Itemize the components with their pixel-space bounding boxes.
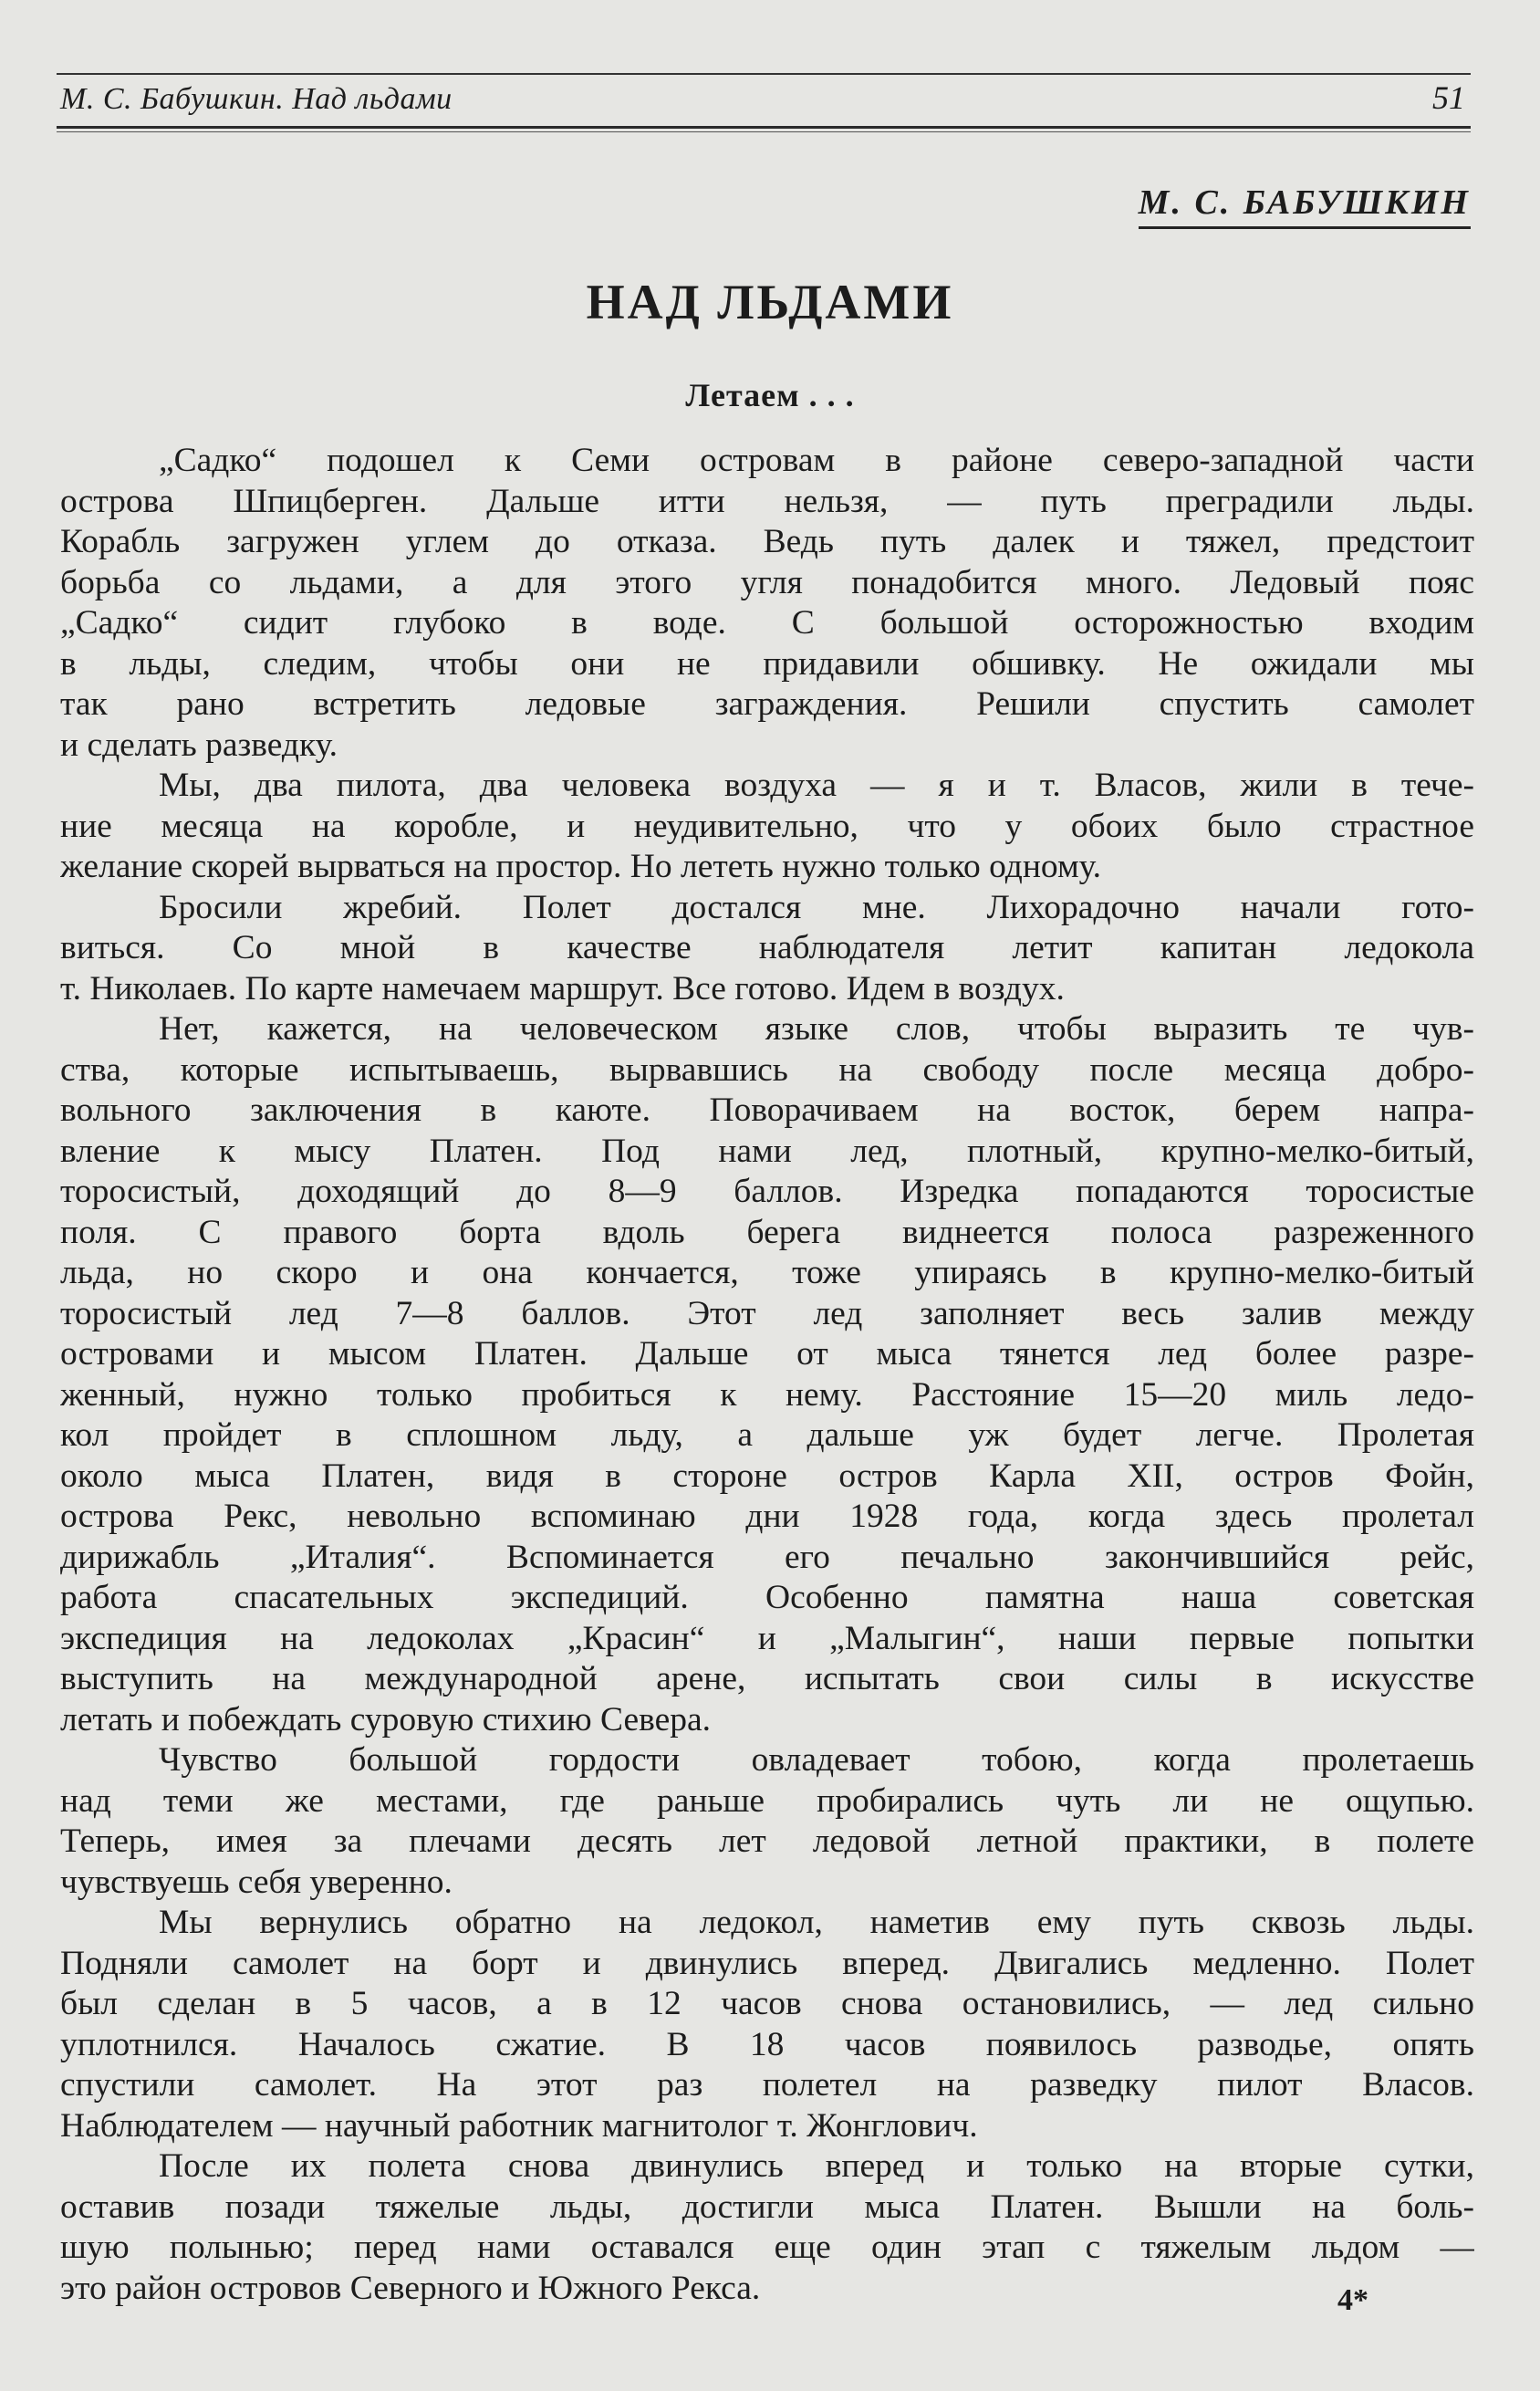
body-line: Чувство большой гордости овладевает тобою, когда пролетаешь	[159, 1741, 1474, 1779]
body-line: Бросили жребий. Полет достался мне. Лихорадочно начали гото-	[159, 888, 1474, 926]
body-line: борьба со льдами, а для этого угля понадобится много. Ледовый пояс	[60, 563, 1474, 601]
body-line: это район островов Северного и Южного Рекса.	[60, 2269, 761, 2307]
body-line: выступить на международной арене, испытать свои силы в искусстве	[60, 1660, 1474, 1697]
page-header	[57, 73, 1471, 137]
header-rule-bottom-thin	[57, 131, 1471, 132]
body-line: острова Рекс, невольно вспоминаю дни 1928 года, когда здесь пролетал	[60, 1498, 1474, 1535]
body-line: „Садко“ подошел к Семи островам в районе северо-западной части	[159, 442, 1474, 479]
body-line: вольного заключения в каюте. Поворачиваем на восток, берем напра-	[60, 1091, 1474, 1129]
body-line: оставив позади тяжелые льды, достигли мыса Платен. Вышли на боль-	[60, 2187, 1474, 2226]
author-byline: М. С. БАБУШКИН	[1139, 183, 1471, 229]
signature-mark: 4*	[1337, 2283, 1368, 2317]
body-line: в льды, следим, чтобы они не придавили обшивку. Не ожидали мы	[60, 644, 1474, 683]
body-line: виться. Со мной в качестве наблюдателя летит капитан ледокола	[60, 929, 1474, 966]
article-body	[60, 441, 1474, 2309]
header-rule-top	[57, 73, 1471, 75]
body-line: „Садко“ сидит глубоко в воде. С большой осторожностью входим	[60, 604, 1474, 642]
body-line: острова Шпицберген. Дальше итти нельзя, — путь преградили льды.	[60, 482, 1474, 520]
body-line: ства, которые испытываешь, вырвавшись на свободу после месяца добро-	[60, 1050, 1474, 1089]
section-subtitle: Летаем . . .	[685, 377, 855, 413]
body-line: летать и побеждать суровую стихию Севера.	[60, 1700, 712, 1738]
body-line: женный, нужно только пробиться к нему. Расстояние 15—20 миль ледо-	[60, 1375, 1474, 1414]
body-line: Мы вернулись обратно на ледокол, наметив ему путь сквозь льды.	[159, 1904, 1474, 1941]
body-line: островами и мысом Платен. Дальше от мыса тянется лед более разре-	[60, 1335, 1474, 1373]
body-line: торосистый, доходящий до 8—9 баллов. Изредка попадаются торосистые	[60, 1173, 1474, 1210]
article-title: НАД ЛЬДАМИ	[586, 275, 954, 329]
body-line: так рано встретить ледовые заграждения. Решили спустить самолет	[60, 685, 1474, 723]
body-line: экспедиция на ледоколах „Красин“ и „Малыгин“, наши первые попытки	[60, 1619, 1474, 1657]
body-line: желание скорей вырваться на простор. Но лететь нужно только одному.	[60, 848, 1102, 885]
header-rule-bottom	[57, 126, 1471, 129]
body-line: дирижабль „Италия“. Вспоминается его печально закончившийся рейс,	[60, 1538, 1474, 1576]
body-line: был сделан в 5 часов, а в 12 часов снова остановились, — лед сильно	[60, 1985, 1474, 2022]
body-line: спустили самолет. На этот раз полетел на разведку пилот Власов.	[60, 2066, 1474, 2104]
body-line: торосистый лед 7—8 баллов. Этот лед заполняет весь залив между	[60, 1294, 1474, 1332]
body-line: ние месяца на коробле, и неудивительно, что у обоих было страстное	[60, 807, 1474, 845]
body-line: т. Николаев. По карте намечаем маршрут. Все готово. Идем в воздух.	[60, 969, 1065, 1008]
body-line: Наблюдателем — научный работник магнитолог т. Жонглович.	[60, 2106, 978, 2145]
body-line: и сделать разведку.	[60, 726, 338, 764]
body-line: Подняли самолет на борт и двинулись вперед. Двигались медленно. Полет	[60, 1944, 1474, 1982]
body-line: чувствуешь себя уверенно.	[60, 1863, 453, 1901]
body-line: над теми же местами, где раньше пробирались чуть ли не ощупью.	[60, 1781, 1474, 1820]
body-line: уплотнился. Началось сжатие. В 18 часов появилось разводье, опять	[60, 2025, 1474, 2063]
body-line: работа спасательных экспедиций. Особенно памятна наша советская	[60, 1579, 1474, 1616]
body-line: Корабль загружен углем до отказа. Ведь путь далек и тяжел, предстоит	[60, 523, 1474, 560]
running-head: М. С. Бабушкин. Над льдами	[60, 82, 453, 116]
page-number: 51	[1432, 79, 1465, 116]
body-line: Нет, кажется, на человеческом языке слов, чтобы выразить те чув-	[159, 1010, 1474, 1048]
body-line: около мыса Платен, видя в стороне остров Карла XII, остров Фойн,	[60, 1457, 1474, 1495]
body-line: шую полынью; перед нами оставался еще один этап с тяжелым льдом —	[60, 2229, 1474, 2266]
body-line: Теперь, имея за плечами десять лет ледовой летной практики, в полете	[60, 1822, 1474, 1860]
body-line: После их полета снова двинулись вперед и только на вторые сутки,	[159, 2147, 1474, 2185]
body-line: кол пройдет в сплошном льду, а дальше уж будет легче. Пролетая	[60, 1416, 1474, 1454]
body-line: Мы, два пилота, два человека воздуха — я и т. Власов, жили в тече-	[159, 767, 1474, 804]
body-line: вление к мысу Платен. Под нами лед, плотный, крупно-мелко-битый,	[60, 1132, 1474, 1170]
body-line: льда, но скоро и она кончается, тоже упираясь в крупно-мелко-битый	[60, 1254, 1474, 1291]
body-line: поля. С правого борта вдоль берега виднеется полоса разреженного	[60, 1213, 1474, 1251]
